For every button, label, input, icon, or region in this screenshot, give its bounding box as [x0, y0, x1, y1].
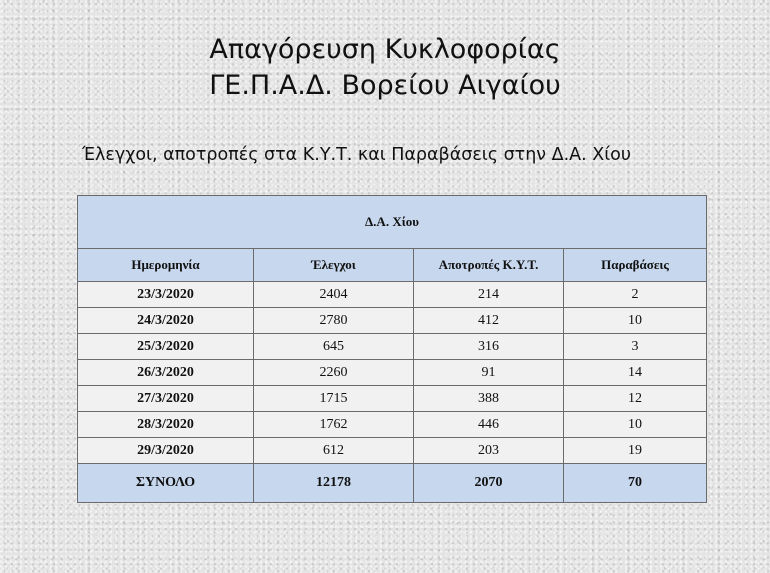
title-line-1: Απαγόρευση Κυκλοφορίας — [209, 34, 561, 65]
cell-deterrences: 316 — [414, 334, 564, 360]
cell-violations: 19 — [564, 438, 707, 464]
cell-checks: 1715 — [254, 386, 414, 412]
table-total-row — [78, 464, 707, 503]
table-row — [78, 308, 707, 334]
total-deterrences: 2070 — [414, 464, 564, 503]
cell-deterrences: 446 — [414, 412, 564, 438]
cell-violations: 3 — [564, 334, 707, 360]
header-date: Ημερομηνία — [78, 249, 254, 282]
cell-deterrences: 412 — [414, 308, 564, 334]
total-checks: 12178 — [254, 464, 414, 503]
cell-date: 25/3/2020 — [78, 334, 254, 360]
table-row — [78, 386, 707, 412]
table-header-row — [78, 249, 707, 282]
total-label: ΣΥΝΟΛΟ — [78, 464, 254, 503]
table-row — [78, 412, 707, 438]
cell-checks: 2404 — [254, 282, 414, 308]
cell-checks: 612 — [254, 438, 414, 464]
cell-violations: 2 — [564, 282, 707, 308]
cell-checks: 1762 — [254, 412, 414, 438]
cell-violations: 14 — [564, 360, 707, 386]
cell-violations: 12 — [564, 386, 707, 412]
table-row — [78, 438, 707, 464]
cell-violations: 10 — [564, 308, 707, 334]
header-deterrences: Αποτροπές Κ.Υ.Τ. — [414, 249, 564, 282]
slide-title — [0, 32, 770, 104]
table-row — [78, 282, 707, 308]
cell-date: 23/3/2020 — [78, 282, 254, 308]
cell-date: 27/3/2020 — [78, 386, 254, 412]
header-checks: Έλεγχοι — [254, 249, 414, 282]
table-row — [78, 360, 707, 386]
cell-date: 24/3/2020 — [78, 308, 254, 334]
cell-deterrences: 388 — [414, 386, 564, 412]
cell-checks: 645 — [254, 334, 414, 360]
cell-deterrences: 91 — [414, 360, 564, 386]
total-violations: 70 — [564, 464, 707, 503]
cell-date: 28/3/2020 — [78, 412, 254, 438]
data-table — [77, 195, 707, 503]
slide-subtitle: Έλεγχοι, αποτροπές στα Κ.Υ.Τ. και Παραβάσεις στην Δ.Α. Χίου — [82, 145, 631, 165]
table-row — [78, 334, 707, 360]
cell-date: 29/3/2020 — [78, 438, 254, 464]
cell-checks: 2260 — [254, 360, 414, 386]
cell-deterrences: 203 — [414, 438, 564, 464]
title-line-2: ΓΕ.Π.Α.Δ. Βορείου Αιγαίου — [209, 70, 561, 101]
table-caption-row — [78, 196, 707, 249]
table-caption: Δ.Α. Χίου — [78, 196, 707, 249]
cell-date: 26/3/2020 — [78, 360, 254, 386]
cell-violations: 10 — [564, 412, 707, 438]
cell-checks: 2780 — [254, 308, 414, 334]
header-violations: Παραβάσεις — [564, 249, 707, 282]
cell-deterrences: 214 — [414, 282, 564, 308]
